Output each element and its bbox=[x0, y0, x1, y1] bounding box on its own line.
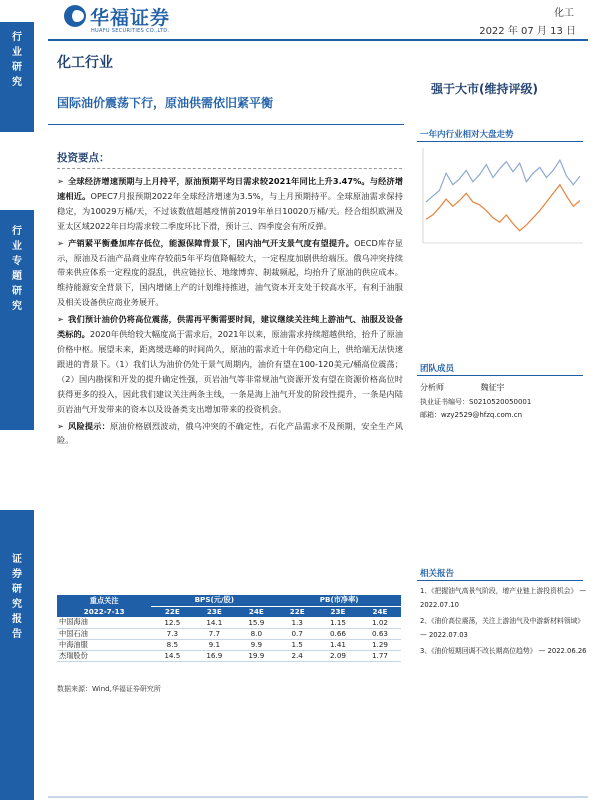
title-divider bbox=[48, 124, 404, 125]
table-cell: 16.9 bbox=[193, 650, 235, 661]
table-cell: 8.5 bbox=[151, 639, 193, 650]
table-cell: 14.1 bbox=[193, 617, 235, 628]
valuation-table bbox=[57, 595, 401, 662]
investment-points-body bbox=[57, 174, 403, 450]
company-name: 中国海油 bbox=[57, 617, 151, 628]
industry-title: 化工行业 bbox=[57, 55, 113, 71]
analyst-license: 执业证书编号：S0210520050001 bbox=[420, 398, 532, 406]
sidebar-industry-research: 行 业 研 究 bbox=[0, 22, 34, 132]
company-name: 中海油服 bbox=[57, 639, 151, 650]
analyst-name: 魏征宇 bbox=[480, 383, 505, 392]
arrow-icon: ➢ bbox=[57, 237, 64, 248]
table-cell: 1.41 bbox=[317, 639, 359, 650]
company-name: 杰瑞股份 bbox=[57, 650, 151, 661]
table-cell: 0.63 bbox=[359, 628, 401, 639]
point-3: ➢ 我们预计油价仍将高位震荡，供需再平衡需要时间，建议继续关注纯上游油气、油服及设备类标的。2020年供给较大幅度高于需求后，2021年以来，原油需求持续超越供给，抬升了原油价格中枢。展望未来，距离缓迭峰的时间尚久，原油的需求近十年仍稳定向上，供给端无法快速跟进的背景下。（1）我们认为油价仍处于景气周期内，油价有望在100-120美元/桶高位震荡；（2）国内勘探和开发的提升确定性强，页岩油气等非常规油气资源开发有望在资源价格高位时获得更多的投入，因此我们建议关注两条主线，一条是海上油气开发的阶段性提升，一条是内陆页岩油气开发带来的资本以及设备类支出增加带来的投资机会。 bbox=[57, 314, 403, 414]
table-cell: 8.0 bbox=[235, 628, 277, 639]
header-pb: PB(市净率) bbox=[277, 595, 401, 606]
analyst-row bbox=[420, 382, 505, 393]
point-1: ➢ 全球经济增速预期与上月持平，原油预期平均日需求较2021年同比上升3.47%。与经济增速相近。OPEC7月报预期2022年全球经济增速为3.5%，与上月预期持平。全球原油需求保持稳定，为10029万桶/天，不过该数值超越疫情前2019年单日10020万桶/天。经合组织欧洲及亚太区域2022年日均需求较二季度环比下滑，预计三、四季度会有所反弹。 bbox=[57, 176, 403, 231]
table-cell: 1.3 bbox=[277, 617, 317, 628]
related-reports-title: 相关报告 bbox=[420, 569, 455, 579]
investment-points-heading: 投资要点： bbox=[57, 152, 110, 164]
table-cell: 2.4 bbox=[277, 650, 317, 661]
table-row bbox=[57, 650, 401, 661]
company-name-cn: 华福证券 bbox=[90, 7, 171, 29]
header-year: 23E bbox=[317, 606, 359, 617]
header-year: 24E bbox=[235, 606, 277, 617]
chart-title-divider bbox=[417, 141, 583, 142]
table-header-row bbox=[57, 595, 401, 606]
table-cell: 1.5 bbox=[277, 639, 317, 650]
arrow-icon: ➢ bbox=[57, 314, 64, 325]
chart-title: 一年内行业相对大盘走势 bbox=[420, 130, 514, 140]
table-cell: 12.5 bbox=[151, 617, 193, 628]
header-date: 2022-7-13 bbox=[57, 606, 151, 617]
related-report-item[interactable]: 1、《把握油气高景气阶段，增产业链上游投资机会》 — 2022.07.10 bbox=[420, 587, 587, 609]
arrow-icon: ➢ bbox=[57, 176, 64, 186]
table-cell: 9.9 bbox=[235, 639, 277, 650]
header-category: 化工 bbox=[554, 8, 574, 19]
table-cell: 7.3 bbox=[151, 628, 193, 639]
related-report-item[interactable]: 3、《油价短期回调不改长期高位趋势》 — 2022.06.26 bbox=[420, 647, 587, 655]
chart-canvas bbox=[418, 143, 588, 253]
table-cell: 0.7 bbox=[277, 628, 317, 639]
sidebar-securities-report: 证 券 研 究 报 告 bbox=[0, 510, 34, 800]
table-cell: 1.77 bbox=[359, 650, 401, 661]
table-cell: 1.29 bbox=[359, 639, 401, 650]
analyst-label: 分析师 bbox=[420, 383, 444, 392]
table-cell: 1.15 bbox=[317, 617, 359, 628]
company-name-en: HUAFU SECURITIES CO.,LTD. bbox=[91, 28, 170, 34]
header-year: 24E bbox=[359, 606, 401, 617]
table-cell: 7.7 bbox=[193, 628, 235, 639]
related-divider bbox=[417, 580, 583, 581]
table-cell: 14.5 bbox=[151, 650, 193, 661]
header-year: 23E bbox=[193, 606, 235, 617]
table-header-row bbox=[57, 606, 401, 617]
points-divider bbox=[57, 168, 402, 169]
table-cell: 15.9 bbox=[235, 617, 277, 628]
team-title: 团队成员 bbox=[420, 364, 455, 374]
header-bps: BPS(元/股) bbox=[151, 595, 277, 606]
table-row bbox=[57, 617, 401, 628]
table-cell: 1.02 bbox=[359, 617, 401, 628]
table-cell: 0.66 bbox=[317, 628, 359, 639]
chart-series-line-1 bbox=[426, 160, 580, 202]
header-year: 22E bbox=[277, 606, 317, 617]
header-divider bbox=[48, 39, 588, 41]
huafu-logo-icon bbox=[64, 5, 86, 27]
table-row bbox=[57, 639, 401, 650]
header-year: 22E bbox=[151, 606, 193, 617]
point-4: ➢ 风险提示：原油价格剧烈波动，俄乌冲突的不确定性，石化产品需求不及预期，安全生产风险。 bbox=[57, 420, 403, 446]
sidebar-topic-research: 行 业 专 题 研 究 bbox=[0, 210, 34, 430]
header-focus: 重点关注 bbox=[57, 595, 151, 606]
report-date: 2022 年 07 月 13 日 bbox=[479, 26, 576, 37]
point-2: ➢ 产销紧平衡叠加库存低位，能源保障背景下，国内油气开支景气度有望提升。OECD库存显示，原油及石油产品商业库存较前5年平均值降幅较大，一定程度加剧供给端压。俄乌冲突持续带来供应体系一定程度的混乱，供应链拉长、地缘博弈、制裁频起，均抬升了原油的供应成本。维持能源安全背景下，国内增储上产的计划维持推进，油气资本开支处于较高水平，有利于油服及相关设备供应商业务展开。 bbox=[57, 237, 403, 308]
page-header bbox=[0, 0, 600, 42]
table-cell: 9.1 bbox=[193, 639, 235, 650]
analyst-email: 邮箱：wzy2529@hfzq.com.cn bbox=[420, 411, 523, 419]
footer-divider bbox=[48, 796, 588, 798]
report-title: 国际油价震荡下行，原油供需依旧紧平衡 bbox=[57, 96, 274, 110]
arrow-icon: ➢ bbox=[57, 420, 64, 431]
team-divider bbox=[417, 375, 583, 376]
table-cell: 19.9 bbox=[235, 650, 277, 661]
company-name: 中国石油 bbox=[57, 628, 151, 639]
table-row bbox=[57, 628, 401, 639]
relative-performance-chart bbox=[418, 143, 588, 253]
table-cell: 2.09 bbox=[317, 650, 359, 661]
related-report-item[interactable]: 2、《油价高位震荡，关注上游油气及中游新材料领域》 — 2022.07.03 bbox=[420, 617, 585, 639]
rating: 强于大市(维持评级) bbox=[431, 82, 538, 96]
table-source: 数据来源：Wind,华福证券研究所 bbox=[57, 685, 161, 693]
chart-series-line-2 bbox=[426, 185, 580, 231]
